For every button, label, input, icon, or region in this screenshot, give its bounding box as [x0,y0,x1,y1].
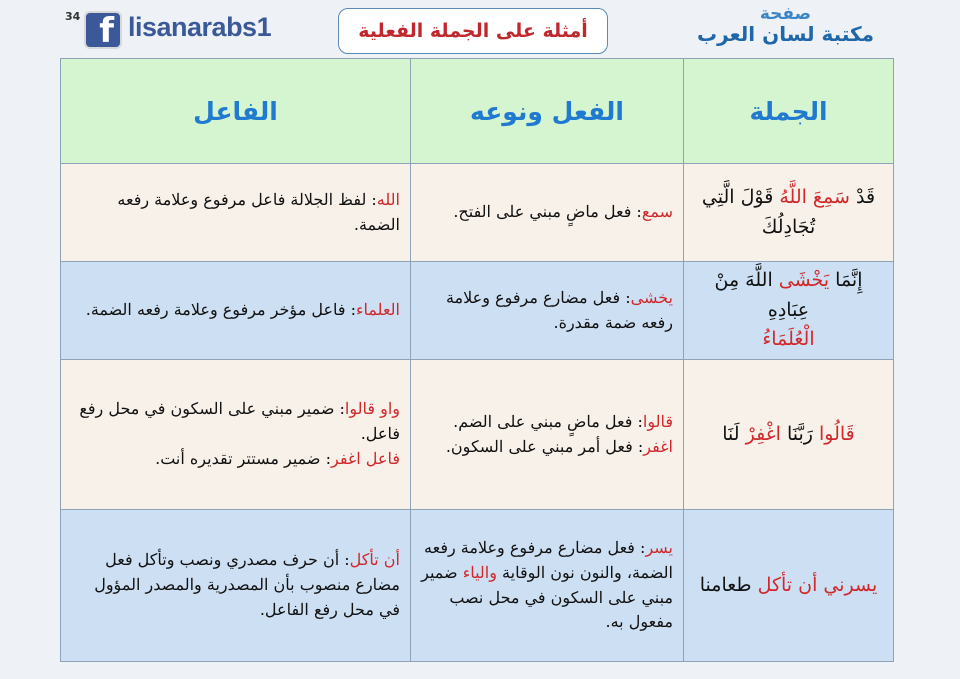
subject-cell [61,360,411,510]
facebook-icon[interactable] [84,11,122,49]
subject-cell [61,164,411,262]
verb-highlight: يسر [645,537,673,557]
brand-line-1: صفحة [759,4,812,24]
sentence-text: قَوْلَ الَّتِي [701,186,780,209]
verb-highlight: يخشى [630,287,673,307]
sentence-text: قَدْ [849,186,876,209]
verb-line [421,435,673,460]
column-header-verb: الفعل ونوعه [411,59,684,164]
verb-line [421,410,673,435]
verb-cell [411,360,684,510]
verb-text: : فعل ماضٍ مبني على الضم. [453,411,643,431]
sentence-text: لَنَا [722,422,746,445]
sentence-text: إِنَّمَا [829,269,863,292]
sentence-line [694,266,883,325]
sentence-text: طعامنا [699,573,758,596]
sentence-line [694,183,883,212]
table-row [61,164,894,262]
subject-highlight: أن تأكل [349,550,400,570]
brand-line-2: مكتبة لسان العرب [696,21,874,46]
subject-highlight: الله [376,189,400,209]
subject-cell [61,510,411,662]
table-row [61,360,894,510]
page-title: أمثلة على الجملة الفعلية [358,20,588,42]
facebook-glyph: f [99,11,114,51]
subject-highlight: واو قالوا [344,399,400,419]
sentence-line [694,420,883,449]
subject-text: : فاعل مؤخر مرفوع وعلامة رفعه الضمة. [85,300,357,320]
sentence-text: رَبَّنَا [780,422,819,445]
table-row [61,262,894,360]
sentence-cell [684,262,894,360]
sentence-highlight: الْعُلَمَاءُ [762,328,815,351]
verb-text: ضمير مبني على السكون في محل نصب مفعول به. [421,562,673,632]
subject-text: : ضمير مستتر تقديره أنت. [155,448,331,468]
sentence-cell [684,164,894,262]
column-header-sentence: الجملة [684,59,894,164]
page-title-box [338,8,608,54]
verb-text: : فعل مضارع مرفوع وعلامة رفعه الضمة، والنون نون الوقاية [424,537,673,582]
site-name[interactable]: lisanarabs1 [128,12,272,42]
brand-logo [697,6,874,45]
table-header-row [61,59,894,164]
verb-cell [411,510,684,662]
verb-highlight: قالوا [642,411,673,431]
verb-cell [411,164,684,262]
subject-text: : أن حرف مصدري ونصب وتأكل فعل مضارع منصوب بأن المصدرية والمصدر المؤول في محل رفع الفاعل. [94,550,400,619]
subject-line [71,447,400,472]
sentence-highlight: اغْفِرْ [745,422,781,445]
verb-text: : فعل ماضٍ مبني على الفتح. [453,202,642,222]
sentence-text: اللَّهَ مِنْ عِبَادِهِ [714,269,810,321]
sentence-highlight: يسرني أن تأكل [757,573,878,596]
sentence-highlight: يَخْشَى [778,269,830,292]
sentence-highlight: سَمِعَ اللَّهُ [779,186,850,209]
table-row [61,510,894,662]
sentence-highlight: قَالُوا [818,422,855,445]
subject-text: : لفظ الجلالة فاعل مرفوع وعلامة رفعه الضمة. [117,189,400,234]
sentence-cell [684,360,894,510]
column-header-subject: الفاعل [61,59,411,164]
subject-line [71,397,400,447]
verb-highlight: والياء [462,562,497,582]
subject-cell [61,262,411,360]
subject-text: : ضمير مبني على السكون في محل رفع فاعل. [79,399,400,444]
verb-cell [411,262,684,360]
subject-highlight: العلماء [356,300,400,320]
verb-text: : فعل مضارع مرفوع وعلامة رفعه ضمة مقدرة. [445,287,673,332]
examples-table [60,58,894,662]
verb-highlight: سمع [641,202,673,222]
page-number: 34 [65,10,81,23]
sentence-line [694,571,883,600]
subject-highlight: فاعل اغفر [330,448,400,468]
verb-highlight: اغفر [643,436,673,456]
verb-text: : فعل أمر مبني على السكون. [445,436,644,456]
sentence-line: تُجَادِلُكَ [761,215,816,238]
sentence-cell [684,510,894,662]
